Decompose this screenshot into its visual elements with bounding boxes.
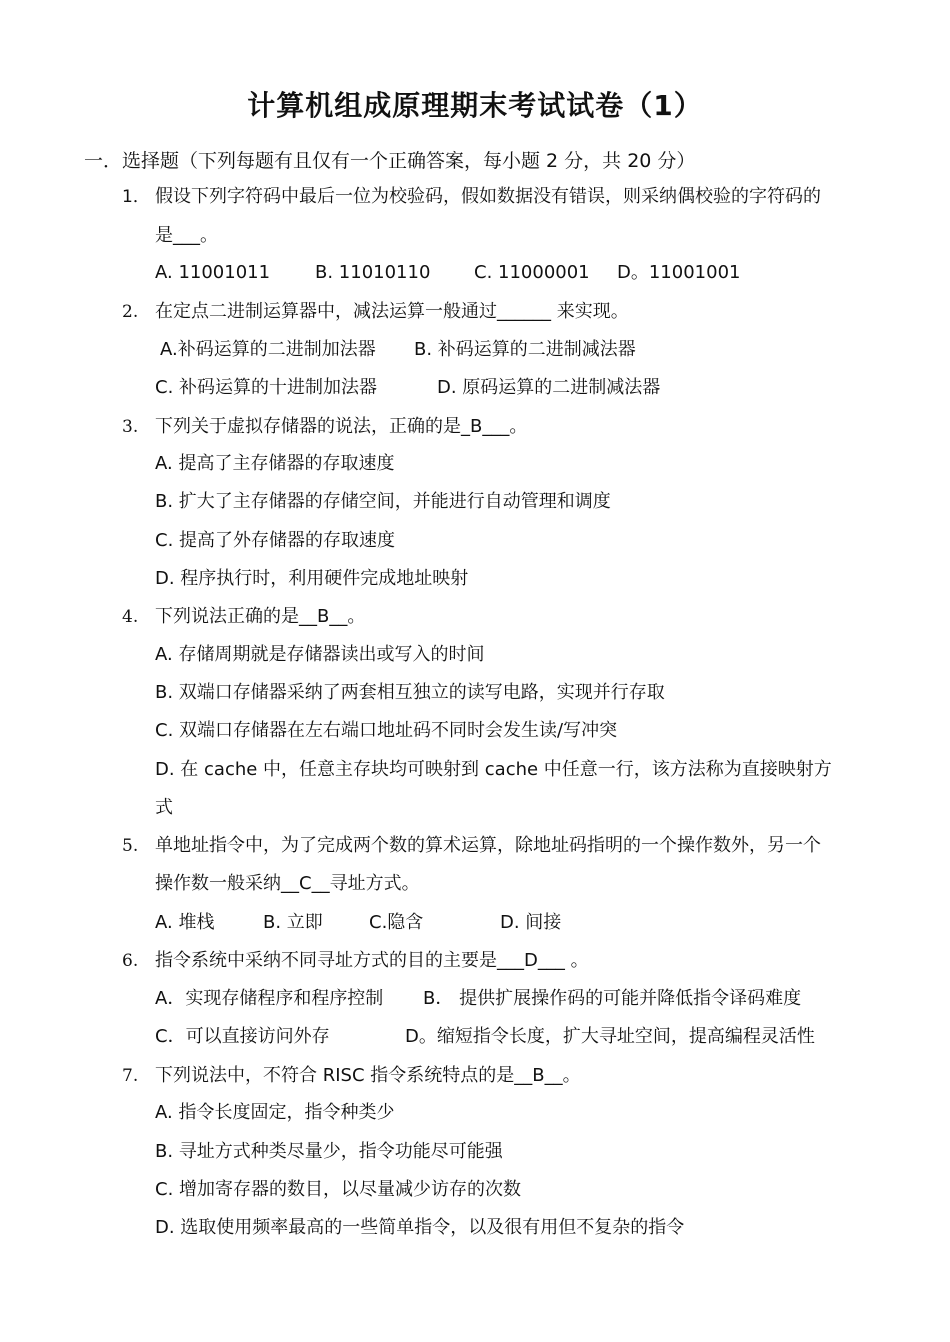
question-4-stem: 下列说法正确的是__B__。 [155,606,366,627]
question-1-option-c: C. 11000001 [474,262,590,283]
question-4-number: 4. [122,607,139,627]
question-1-number: 1． [122,187,150,207]
question-1-option-a: A. 11001011 [155,262,271,283]
question-5-option-d: D. 间接 [500,912,562,933]
question-4-option-d: D. 在 cache 中，任意主存块均可映射到 cache 中任意一行，该方法称为直接映射方 [155,759,832,780]
question-6-number: 6. [122,951,139,971]
question-2-option-d: D. 原码运算的二进制减法器 [437,377,661,398]
question-4-option-b: B. 双端口存储器采纳了两套相互独立的读写电路，实现并行存取 [155,682,665,703]
question-7-option-b: B. 寻址方式种类尽量少，指令功能尽可能强 [155,1141,503,1162]
question-6-option-c: C．可以直接访问外存 [155,1026,330,1047]
question-7-option-a: A. 指令长度固定，指令种类少 [155,1102,395,1123]
question-2-option-b: B. 补码运算的二进制减法器 [414,339,636,360]
question-3-number: 3. [122,417,139,437]
question-6-option-d: D。缩短指令长度，扩大寻址空间，提高编程灵活性 [405,1026,815,1047]
question-7-option-c: C. 增加寄存器的数目，以尽量减少访存的次数 [155,1179,522,1200]
question-3-option-c: C. 提高了外存储器的存取速度 [155,530,396,551]
question-5-stem: 单地址指令中，为了完成两个数的算术运算，除地址码指明的一个操作数外，另一个 [155,835,821,856]
question-5-option-a: A. 堆栈 [155,912,215,933]
question-4-option-c: C. 双端口存储器在左右端口地址码不同时会发生读/写冲突 [155,720,618,741]
question-1-stem-cont: 是___。 [155,225,218,246]
question-3-option-b: B. 扩大了主存储器的存储空间，并能进行自动管理和调度 [155,491,611,512]
question-6-option-a: A．实现存储程序和程序控制 [155,988,384,1009]
question-1-option-d: D。11001001 [617,262,741,283]
question-6-option-b: B． 提供扩展操作码的可能并降低指令译码难度 [423,988,802,1009]
question-7-stem: 下列说法中，不符合 RISC 指令系统特点的是__B__。 [155,1065,581,1086]
question-2-option-a: A.补码运算的二进制加法器 [160,339,376,360]
question-5-option-b: B. 立即 [263,912,323,933]
question-2-stem: 在定点二进制运算器中，减法运算一般通过______ 来实现。 [155,301,629,322]
question-7-number: 7. [122,1066,139,1086]
question-1-stem: 假设下列字符码中最后一位为校验码，假如数据没有错误，则采纳偶校验的字符码的 [155,186,821,207]
question-2-option-c: C. 补码运算的十进制加法器 [155,377,378,398]
question-5-stem-cont: 操作数一般采纳__C__寻址方式。 [155,873,420,894]
question-4-option-a: A. 存储周期就是存储器读出或写入的时间 [155,644,485,665]
question-5-number: 5. [122,836,139,856]
question-3-option-d: D. 程序执行时，利用硬件完成地址映射 [155,568,469,589]
question-3-stem: 下列关于虚拟存储器的说法，正确的是_B___。 [155,416,528,437]
page-title: 计算机组成原理期末考试试卷（1） [247,89,703,122]
section-heading: 一．选择题（下列每题有且仅有一个正确答案，每小题 2 分，共 20 分） [84,150,696,172]
question-5-option-c: C.隐含 [369,912,424,933]
question-6-stem: 指令系统中采纳不同寻址方式的目的主要是___D___ 。 [155,950,589,971]
question-2-number: 2. [122,302,139,322]
question-4-option-d-cont: 式 [155,797,173,818]
question-1-option-b: B. 11010110 [315,262,431,283]
question-3-option-a: A. 提高了主存储器的存取速度 [155,453,395,474]
question-7-option-d: D. 选取使用频率最高的一些简单指令，以及很有用但不复杂的指令 [155,1217,685,1238]
